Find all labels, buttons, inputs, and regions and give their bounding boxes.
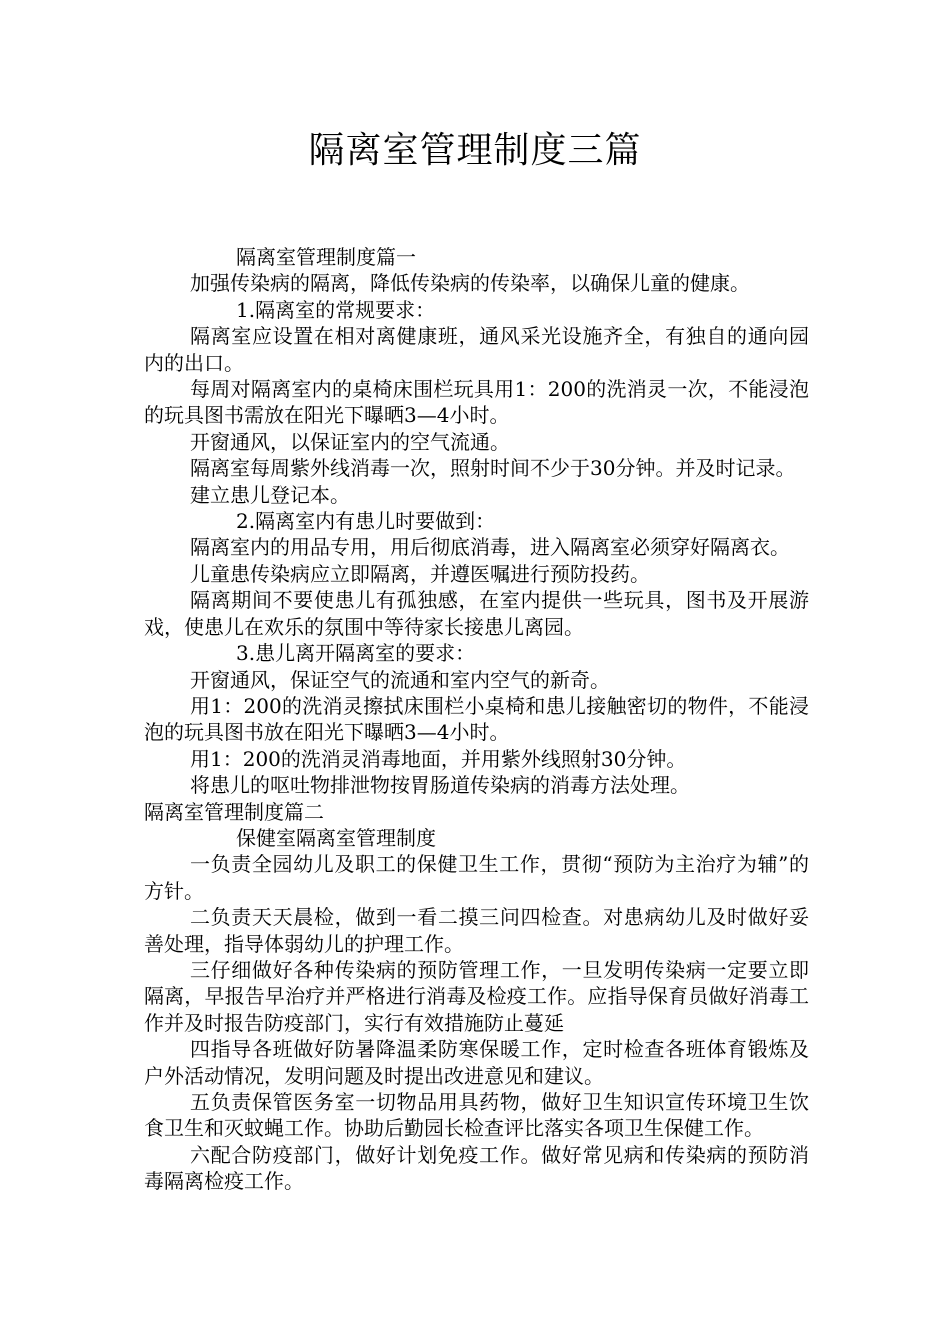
paragraph: 三仔细做好各种传染病的预防管理工作，一旦发明传染病一定要立即隔离，早报告早治疗并严格进行消毒及检疫工作。应指导保育员做好消毒工作并及时报告防疫部门，实行有效措施防止蔓延 (144, 957, 809, 1035)
paragraph: 一负责全园幼儿及职工的保健卫生工作，贯彻“预防为主治疗为辅”的方针。 (144, 852, 809, 903)
paragraph: 隔离室管理制度篇一 (236, 245, 416, 269)
paragraph: 儿童患传染病应立即隔离，并遵医嘱进行预防投药。 (190, 561, 650, 586)
paragraph: 开窗通风，以保证室内的空气流通。 (190, 429, 510, 454)
paragraph: 建立患儿登记本。 (190, 482, 350, 507)
paragraph: 六配合防疫部门，做好计划免疫工作。做好常见病和传染病的预防消毒隔离检疫工作。 (144, 1142, 809, 1194)
paragraph: 开窗通风，保证空气的流通和室内空气的新奇。 (190, 667, 610, 692)
paragraph: 用1：200的洗消灵消毒地面，并用紫外线照射30分钟。 (190, 746, 687, 771)
paragraph: 1.隔离室的常规要求： (236, 297, 436, 322)
paragraph: 将患儿的呕吐物排泄物按胃肠道传染病的消毒方法处理。 (190, 773, 690, 798)
paragraph: 隔离期间不要使患儿有孤独感，在室内提供一些玩具，图书及开展游戏，使患儿在欢乐的氛围中等待家长接患儿离园。 (144, 588, 809, 639)
paragraph: 五负责保管医务室一切物品用具药物，做好卫生知识宣传环境卫生饮食卫生和灭蚊蝇工作。协助后勤园长检查评比落实各项卫生保健工作。 (144, 1090, 809, 1141)
document-title: 隔离室管理制度三篇 (308, 130, 642, 171)
paragraph: 保健室隔离室管理制度 (236, 825, 436, 850)
paragraph: 每周对隔离室内的桌椅床围栏玩具用1：200的洗消灵一次，不能浸泡的玩具图书需放在阳光下曝晒3—4小时。 (144, 377, 809, 428)
paragraph: 隔离室每周紫外线消毒一次，照射时间不少于30分钟。并及时记录。 (190, 456, 796, 481)
paragraph: 用1：200的洗消灵擦拭床围栏小桌椅和患儿接触密切的物件，不能浸泡的玩具图书放在阳光下曝晒3—4小时。 (144, 693, 809, 745)
paragraph: 隔离室内的用品专用，用后彻底消毒，进入隔离室必须穿好隔离衣。 (190, 535, 790, 560)
paragraph: 隔离室应设置在相对离健康班，通风采光设施齐全，有独自的通向园内的出口。 (144, 324, 809, 375)
paragraph: 四指导各班做好防暑降温柔防寒保暖工作，定时检查各班体育锻炼及户外活动情况，发明问题及时提出改进意见和建议。 (144, 1037, 809, 1088)
paragraph: 隔离室管理制度篇二 (144, 799, 324, 824)
paragraph: 2.隔离室内有患儿时要做到： (236, 509, 496, 534)
paragraph: 3.患儿离开隔离室的要求： (236, 641, 476, 666)
paragraph: 二负责天天晨检，做到一看二摸三问四检查。对患病幼儿及时做好妥善处理，指导体弱幼儿的护理工作。 (144, 905, 809, 956)
paragraph: 加强传染病的隔离，降低传染病的传染率，以确保儿童的健康。 (190, 271, 750, 296)
document-body (144, 244, 809, 1195)
